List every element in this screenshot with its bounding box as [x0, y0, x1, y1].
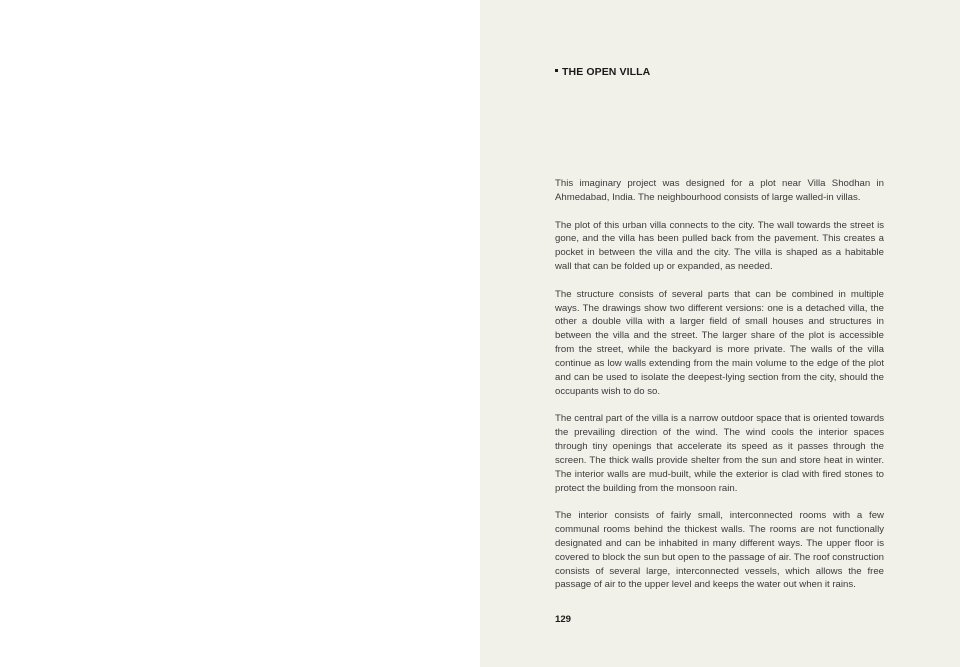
page-number: 129	[555, 614, 572, 625]
paragraph: The central part of the villa is a narrow outdoor space that is oriented towards the prevailing direction of the wind. The wind cools the interior spaces through tiny openings that accelerate its speed as it passes through the screen. The thick walls provide shelter from the sun and store heat in winter. The interior walls are mud-built, while the exterior is clad with fired stones to protect the building from the monsoon rain.	[555, 413, 884, 494]
section-heading-text: THE OPEN VILLA	[562, 66, 651, 78]
square-bullet-icon	[555, 69, 558, 72]
right-page	[480, 0, 960, 667]
paragraph: The plot of this urban villa connects to the city. The wall towards the street is gone, and the villa has been pulled back from the pavement. This creates a pocket in between the villa and the city. The villa is shaped as a habitable wall that can be folded up or expanded, as needed.	[555, 219, 884, 273]
section-heading	[555, 66, 650, 78]
paragraph: This imaginary project was designed for a plot near Villa Shodhan in Ahmedabad, India. The neighbourhood consists of large walled-in villas.	[555, 178, 884, 203]
paragraph: The interior consists of fairly small, interconnected rooms with a few communal rooms behind the thickest walls. The rooms are not functionally designated and can be inhabited in many different ways. The upper floor is covered to block the sun but open to the passage of air. The roof construction consists of several large, interconnected vessels, which allows the free passage of air to the upper level and keeps the water out when it rains.	[555, 510, 884, 591]
body-text	[555, 177, 884, 592]
paragraph: The structure consists of several parts that can be combined in multiple ways. The drawings show two different versions: one is a detached villa, the other a double villa with a larger field of small houses and structures in between the villa and the street. The larger share of the plot is accessible from the street, while the backyard is more private. The walls of the villa continue as low walls extending from the main volume to the edge of the plot and can be used to isolate the deepest-lying section from the city, should the occupants wish to do so.	[555, 288, 884, 397]
